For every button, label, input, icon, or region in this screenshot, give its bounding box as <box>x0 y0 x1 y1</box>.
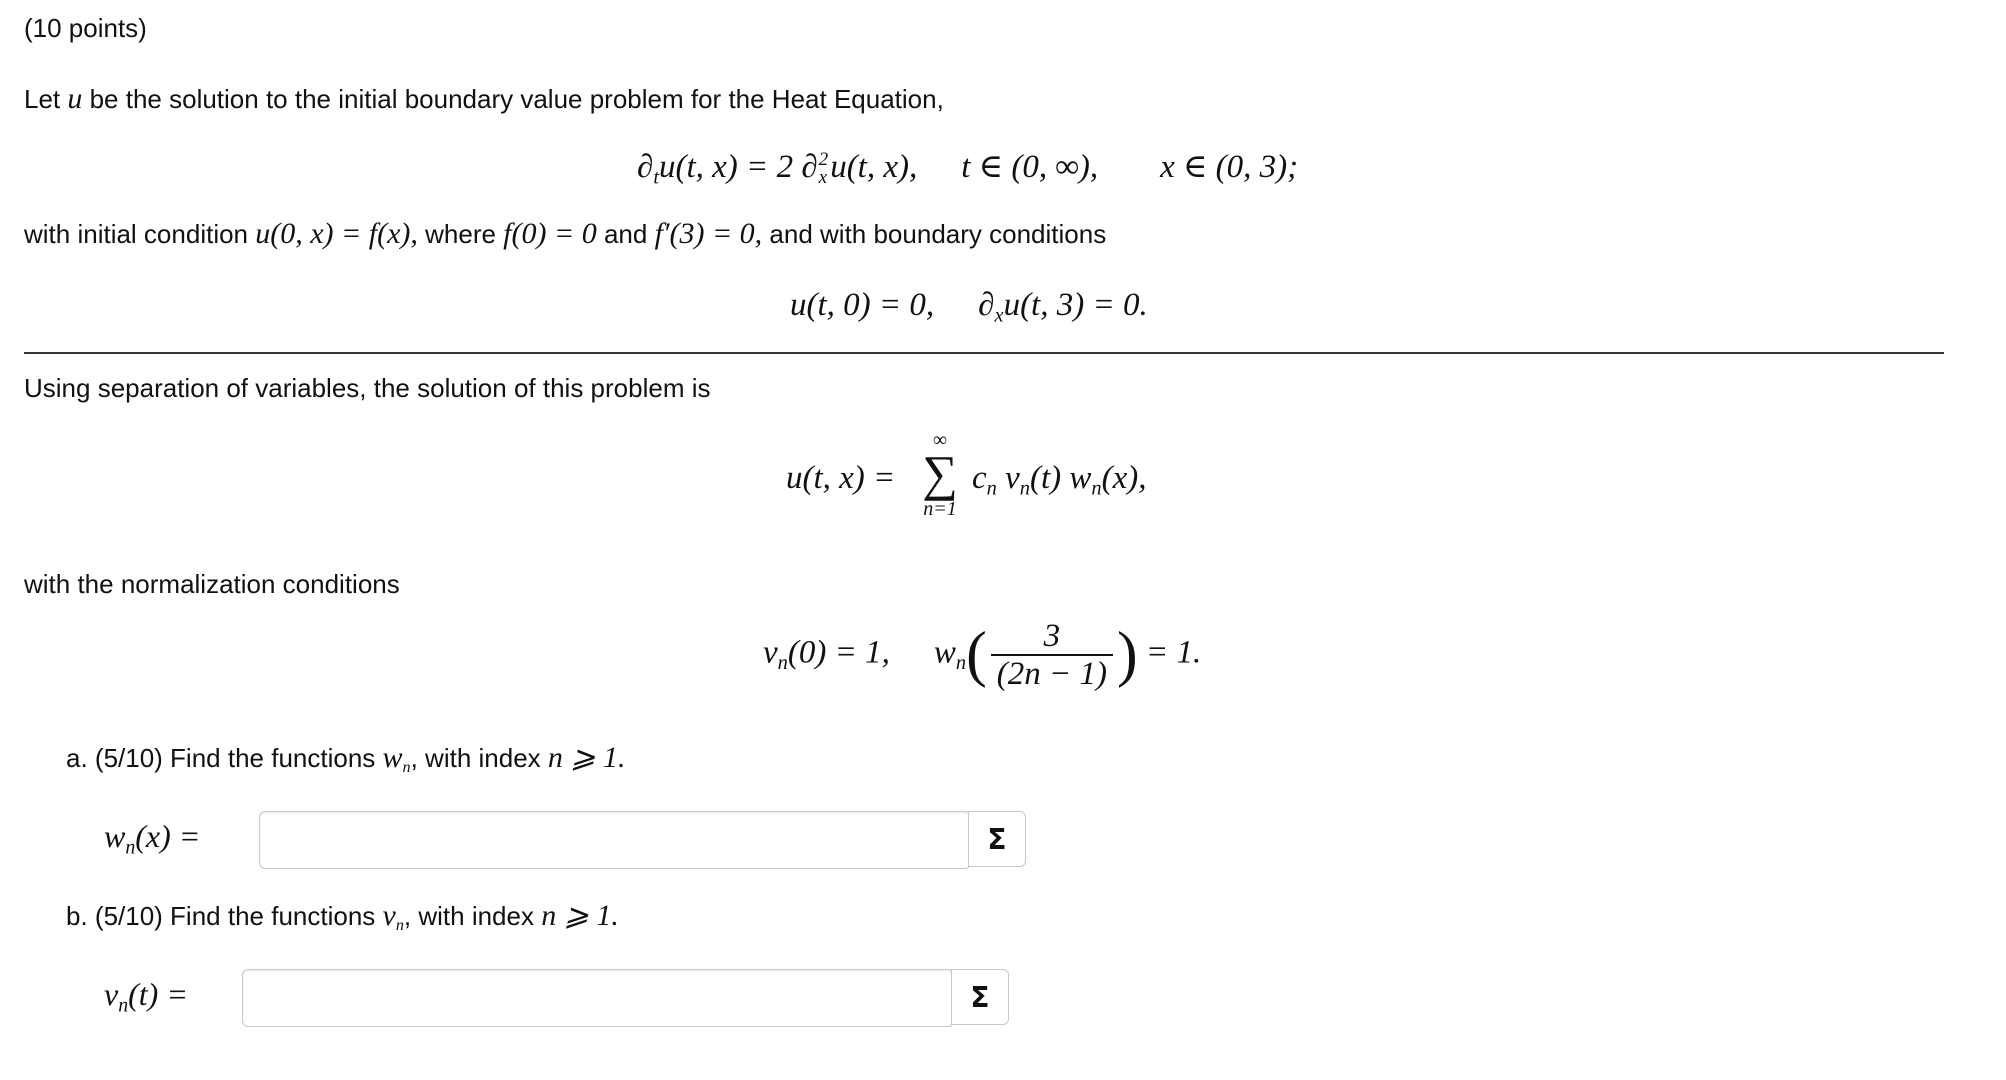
points-label: (10 points) <box>24 13 147 43</box>
norm-v: v <box>763 634 778 671</box>
part-a-index-math: n ⩾ 1. <box>547 741 626 774</box>
norm-w-sub: n <box>955 652 967 675</box>
part-b-var: v <box>382 899 396 932</box>
summation <box>916 430 964 522</box>
series-w-sub: n <box>1091 477 1102 500</box>
norm-paren-left: ( <box>966 620 987 689</box>
pde-partial-t: ∂ <box>637 149 654 185</box>
pde-second-derivative-scripts <box>819 151 829 187</box>
part-b-label: b. (5/10) Find the functions <box>66 901 383 931</box>
part-a-var: w <box>382 741 403 774</box>
norm-v-sub: n <box>777 652 788 675</box>
bc-right-partial: ∂ <box>978 287 995 323</box>
part-b-answer-input[interactable] <box>243 970 953 1026</box>
intro-var-u: u <box>67 82 83 115</box>
part-a-index-text: with index <box>417 743 548 773</box>
ic-suffix: and with boundary conditions <box>762 219 1107 249</box>
part-b-answer-box <box>242 969 954 1027</box>
sum-symbol: ∑ <box>922 445 958 501</box>
part-a-var-sub: n <box>402 759 411 777</box>
ic-prefix: with initial condition <box>24 219 256 249</box>
pde-t-domain: t ∈ (0, ∞), <box>961 149 1099 185</box>
initial-condition-line <box>24 218 1106 250</box>
section-divider <box>24 352 1944 354</box>
norm-frac-den: (2n − 1) <box>991 654 1113 692</box>
pde-partial-t-sub: t <box>653 166 659 189</box>
part-a-answer-label <box>104 818 200 859</box>
norm-v-eq: (0) = 1, <box>787 634 890 671</box>
series-w: w <box>1069 460 1092 496</box>
ic-fprime: f′(3) = 0, <box>654 217 763 250</box>
part-b-comma: , <box>403 901 412 931</box>
sum-lower-limit: n=1 <box>923 498 957 520</box>
part-b-question <box>66 900 619 942</box>
sum-upper-limit: ∞ <box>932 429 948 451</box>
series-v: v <box>1005 460 1020 496</box>
part-b-var-sub: n <box>395 917 404 935</box>
ic-and: and <box>596 219 655 249</box>
part-b-answer-sub: n <box>118 994 129 1017</box>
bc-right-rest: u(t, 3) = 0. <box>1003 287 1148 323</box>
normalization-text: with the normalization conditions <box>24 569 400 599</box>
separation-text: Using separation of variables, the solution of this problem is <box>24 373 711 403</box>
intro-text-after: be the solution to the initial boundary value problem for the Heat Equation, <box>82 84 944 114</box>
pde-lhs-rest: u(t, x) = 2 ∂ <box>659 149 818 185</box>
part-a-answer-w: w <box>104 818 126 854</box>
pde-sub-x: x <box>818 167 828 189</box>
pde-sup-2: 2 <box>818 149 829 171</box>
series-lhs: u(t, x) = <box>786 460 896 496</box>
norm-w: w <box>933 634 956 671</box>
part-a-comma: , <box>410 743 418 773</box>
normalization-equation <box>763 618 1201 708</box>
part-a-label: a. (5/10) Find the functions <box>66 743 383 773</box>
series-v-sub: n <box>1019 477 1030 500</box>
series-c: c <box>972 460 987 496</box>
series-v-arg: (t) <box>1030 460 1062 496</box>
part-a-answer-rest: (x) = <box>135 818 201 854</box>
part-a-question <box>66 742 626 784</box>
series-c-sub: n <box>986 477 997 500</box>
part-b-answer-rest: (t) = <box>128 976 188 1012</box>
ic-where: where <box>417 219 504 249</box>
heat-equation <box>637 147 1298 198</box>
pde-rhs-rest: u(t, x), <box>830 149 918 185</box>
bc-left: u(t, 0) = 0, <box>790 287 935 323</box>
bc-right-sub: x <box>994 304 1004 327</box>
part-b-index-text: with index <box>411 901 542 931</box>
sigma-icon: Σ <box>987 822 1007 856</box>
part-b-answer-v: v <box>104 976 119 1012</box>
boundary-conditions <box>790 285 1148 336</box>
part-b-equation-editor-button[interactable] <box>951 969 1009 1025</box>
norm-paren-right: ) <box>1117 620 1138 689</box>
norm-frac-num: 3 <box>1043 618 1061 654</box>
intro-text <box>24 83 944 115</box>
series-w-arg: (x), <box>1101 460 1147 496</box>
series-rhs <box>972 460 1147 501</box>
ic-f0: f(0) = 0 <box>503 217 597 250</box>
part-a-answer-sub: n <box>125 836 136 859</box>
part-a-equation-editor-button[interactable] <box>968 811 1026 867</box>
part-a-answer-input[interactable] <box>260 812 970 868</box>
norm-fraction <box>991 618 1113 692</box>
pde-x-domain: x ∈ (0, 3); <box>1160 149 1299 185</box>
ic-math: u(0, x) = f(x), <box>255 217 418 250</box>
norm-w-eq: = 1. <box>1145 634 1202 671</box>
part-a-answer-box <box>259 811 971 869</box>
part-b-index-math: n ⩾ 1. <box>541 899 619 932</box>
part-b-answer-label <box>104 976 188 1017</box>
intro-text-before: Let <box>24 84 68 114</box>
sigma-icon: Σ <box>970 980 990 1014</box>
